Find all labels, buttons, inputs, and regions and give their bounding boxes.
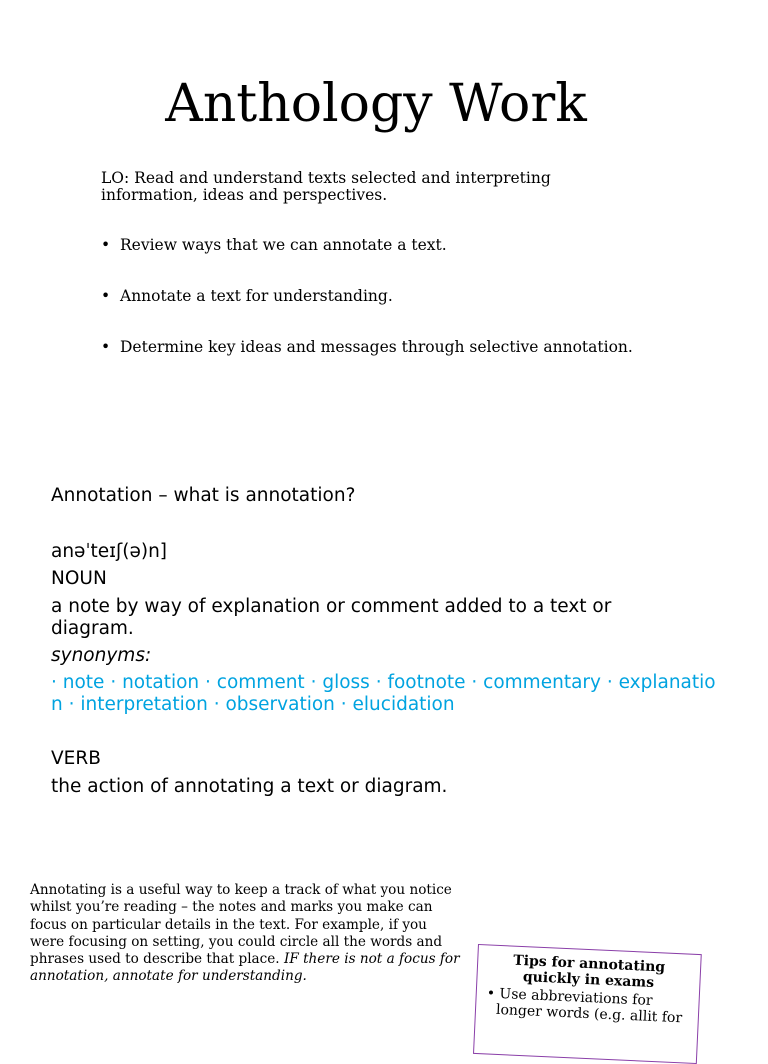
- synonyms-list: · note · notation · comment · gloss · footnote · commentary · explanation · interpretation · observation · elucidation: [51, 672, 716, 715]
- verb-meaning: the action of annotating a text or diagram.: [51, 776, 448, 797]
- page-title: Anthology Work: [165, 74, 587, 134]
- objective-item: [101, 338, 633, 356]
- objective-item: [101, 287, 393, 305]
- bullet-icon: •: [486, 985, 496, 1002]
- verb-label: VERB: [51, 748, 101, 769]
- paragraph-emphasis: IF there is not a focus for annotation, annotate for understanding.: [30, 951, 460, 985]
- objective-item: [101, 236, 447, 254]
- tips-item-text: Use abbreviations for longer words (e.g. allit for: [495, 986, 683, 1027]
- tips-box: [473, 944, 702, 1064]
- objective-text: Annotate a text for understanding.: [120, 287, 393, 305]
- learning-objective: LO: Read and understand texts selected and interpreting information, ideas and perspectives.: [101, 169, 551, 204]
- tips-title: Tips for annotating quickly in exams: [512, 952, 666, 992]
- bullet-icon: •: [101, 236, 111, 254]
- synonyms-label: synonyms:: [51, 645, 152, 666]
- noun-label: NOUN: [51, 568, 107, 589]
- bullet-icon: •: [101, 287, 111, 305]
- noun-meaning: a note by way of explanation or comment added to a text or diagram.: [51, 596, 612, 639]
- tips-item: [486, 985, 689, 1026]
- annotation-paragraph: [30, 882, 460, 986]
- objective-text: Review ways that we can annotate a text.: [120, 236, 447, 254]
- objective-text: Determine key ideas and messages through selective annotation.: [120, 338, 633, 356]
- definition-question: Annotation – what is annotation?: [51, 485, 356, 506]
- bullet-icon: •: [101, 338, 111, 356]
- pronunciation: anəˈteɪʃ(ə)n]: [51, 541, 168, 562]
- paragraph-main: Annotating is a useful way to keep a track of what you notice whilst you’re reading – the notes and marks you make can focus on particular details in the text. For example, if you were focusing on setting, you could circle all the words and phrases used to describe that place.: [30, 882, 452, 968]
